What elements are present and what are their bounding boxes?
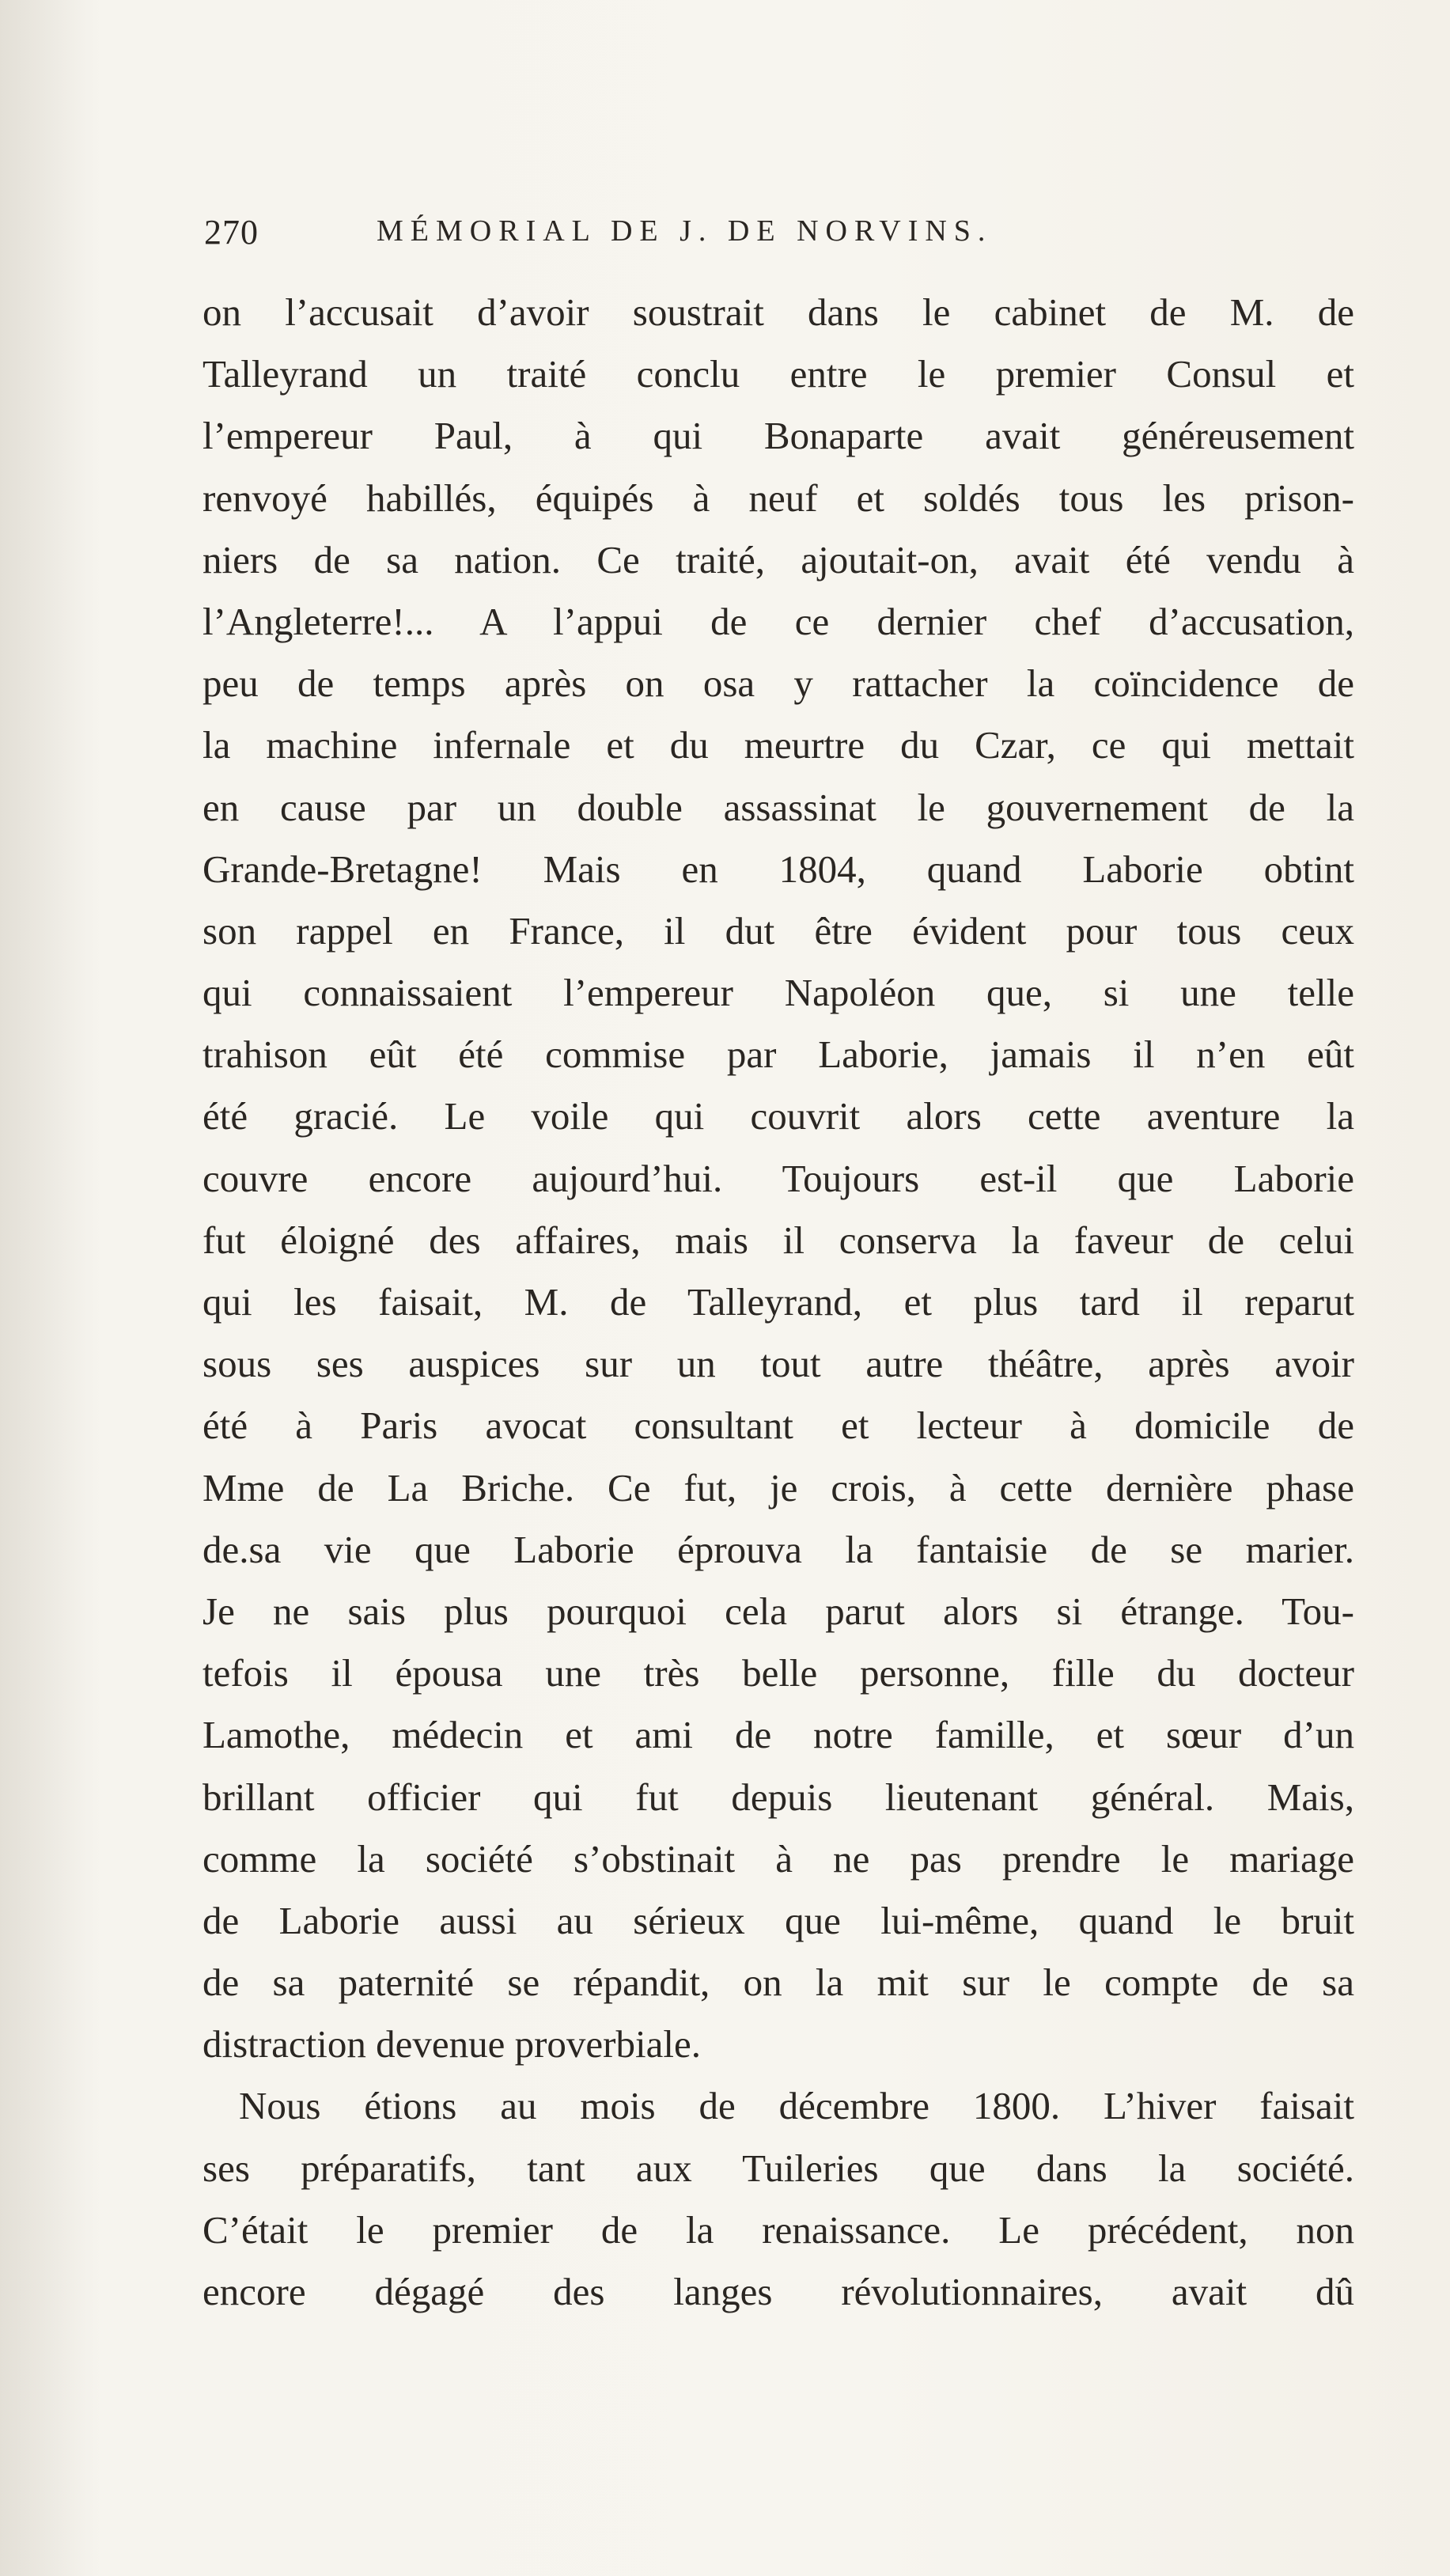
text-line: Talleyrand un traité conclu entre le premier Consul et [203,352,1354,396]
text-line: Grande-Bretagne! Mais en 1804, quand Laborie obtint [203,847,1354,891]
text-line: été à Paris avocat consultant et lecteur à domicile de [203,1404,1354,1448]
paragraph-2 [203,2075,1354,2323]
text-line: de Laborie aussi au sérieux que lui-même, quand le bruit [203,1898,1354,1942]
text-line: comme la société s’obstinait à ne pas prendre le mariage [203,1836,1354,1881]
text-line: sous ses auspices sur un tout autre théâtre, après avoir [203,1342,1354,1386]
text-line: on l’accusait d’avoir soustrait dans le cabinet de M. de [203,290,1354,334]
text-line: C’était le premier de la renaissance. Le précédent, non [203,2207,1354,2252]
text-line: de.sa vie que Laborie éprouva la fantaisie de se marier. [203,1527,1354,1571]
text-line: qui les faisait, M. de Talleyrand, et plus tard il reparut [203,1280,1354,1324]
text-line: Mme de La Briche. Ce fut, je crois, à cette dernière phase [203,1465,1354,1510]
text-line: en cause par un double assassinat le gouvernement de la [203,785,1354,829]
text-line: Lamothe, médecin et ami de notre famille, et sœur d’un [203,1713,1354,1757]
gutter-shadow [0,0,103,2576]
text-line: couvre encore aujourd’hui. Toujours est-il que Laborie [203,1156,1354,1200]
running-title: MÉMORIAL DE J. DE NORVINS. [377,214,993,248]
page-number: 270 [204,213,259,252]
text-line: été gracié. Le voile qui couvrit alors cette aventure la [203,1094,1354,1138]
text-line: brillant officier qui fut depuis lieutenant général. Mais, [203,1775,1354,1819]
text-line: niers de sa nation. Ce traité, ajoutait-on, avait été vendu à [203,537,1354,581]
body-text [203,282,1354,2323]
text-line: l’empereur Paul, à qui Bonaparte avait généreusement [203,414,1354,458]
text-line: distraction devenue proverbiale. [203,2022,701,2066]
text-line: fut éloigné des affaires, mais il conserva la faveur de celui [203,1218,1354,1262]
text-line: renvoyé habillés, équipés à neuf et soldés tous les prison- [203,475,1354,520]
text-line: ses préparatifs, tant aux Tuileries que dans la société. [203,2146,1354,2190]
text-line: qui connaissaient l’empereur Napoléon que, si une telle [203,971,1354,1015]
text-line: Je ne sais plus pourquoi cela parut alors si étrange. Tou- [203,1589,1354,1633]
running-header [204,212,1359,267]
text-line: trahison eût été commise par Laborie, jamais il n’en eût [203,1032,1354,1077]
text-line: encore dégagé des langes révolutionnaires, avait dû [203,2270,1354,2313]
text-line: la machine infernale et du meurtre du Czar, ce qui mettait [203,723,1354,767]
text-line: peu de temps après on osa y rattacher la coïncidence de [203,661,1354,706]
text-line: l’Angleterre!... A l’appui de ce dernier chef d’accusation, [203,599,1354,643]
text-line: tefois il épousa une très belle personne, fille du docteur [203,1651,1354,1695]
text-line: de sa paternité se répandit, on la mit sur le compte de sa [203,1960,1354,2005]
paragraph-1 [203,282,1354,2075]
text-line: son rappel en France, il dut être évident pour tous ceux [203,908,1354,953]
text-line: Nous étions au mois de décembre 1800. L’hiver faisait [239,2084,1354,2128]
